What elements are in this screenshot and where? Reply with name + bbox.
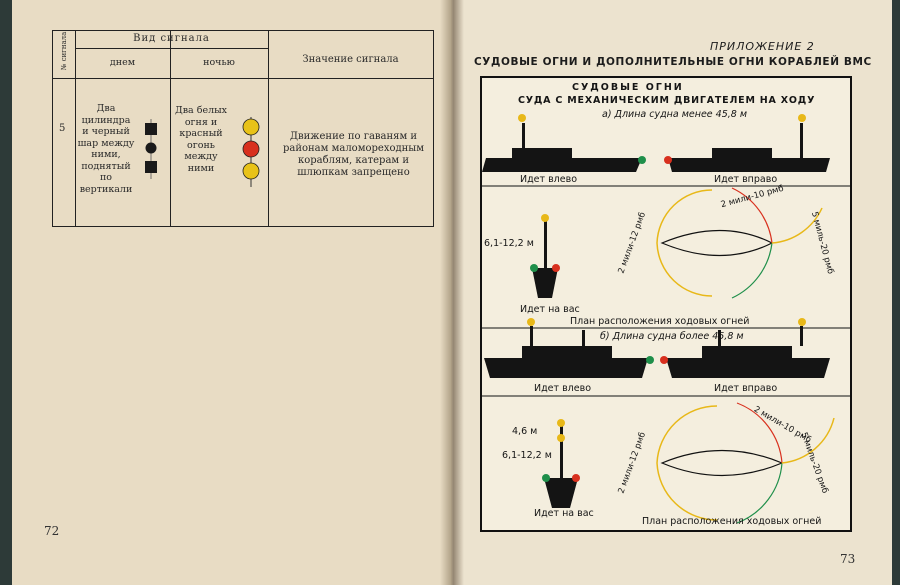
label-a-goes-left: Идет влево xyxy=(520,174,577,185)
arc-a-2mi-10: 2 мили-10 рмб xyxy=(719,183,785,211)
night-light-1 xyxy=(243,119,259,135)
header-signal-type: Вид сигнала xyxy=(133,33,210,44)
left-page-number: 72 xyxy=(44,524,60,538)
appendix-label: ПРИЛОЖЕНИЕ 2 xyxy=(710,40,815,53)
diagram-heading-1: СУДОВЫЕ ОГНИ xyxy=(572,82,684,93)
label-b-coming: Идет на вас xyxy=(534,508,594,519)
right-page-number: 73 xyxy=(840,552,856,566)
arc-b-2mi-12: 2 мили-12 рмб xyxy=(616,430,649,496)
height-b2-label: 6,1-12,2 м xyxy=(502,450,552,461)
signal-meaning-text: Движение по гаваням и районам маломореходным кораблям, катерам и шлюпкам запрещено xyxy=(282,131,425,178)
header-day: днем xyxy=(109,57,136,68)
ship-lights-diagram xyxy=(480,76,852,532)
night-light-3 xyxy=(243,163,259,179)
ship-headon-a xyxy=(530,214,560,298)
header-night: ночью xyxy=(203,57,235,68)
plan-b xyxy=(657,403,834,523)
ship-silhouette-b-right xyxy=(660,318,830,378)
section-b-label: б) Длина судна более 45,8 м xyxy=(600,331,744,342)
header-meaning: Значение сигнала xyxy=(302,54,399,65)
night-lights-icon xyxy=(238,117,264,187)
arc-a-5mi-20: 5 миль-20 рмб xyxy=(808,210,836,276)
ship-headon-b xyxy=(542,419,580,508)
book-gutter xyxy=(440,0,464,585)
arc-a-2mi-12: 2 мили-12 рмб xyxy=(616,210,649,276)
label-b-goes-left: Идет влево xyxy=(534,383,591,394)
night-signal-text: Два белых огня и красный огонь между ними xyxy=(174,105,228,174)
ship-silhouette-b-left xyxy=(484,318,654,378)
arc-b-2mi-10: 2 мили-10 рмб xyxy=(751,404,813,446)
signal-table xyxy=(52,30,434,227)
height-b1-label: 4,6 м xyxy=(512,426,538,437)
label-b-goes-right: Идет вправо xyxy=(714,383,778,394)
day-shapes-icon xyxy=(139,119,163,179)
diagram-heading-2: СУДА С МЕХАНИЧЕСКИМ ДВИГАТЕЛЕМ НА ХОДУ xyxy=(518,95,816,106)
header-signal-number: № сигнала xyxy=(60,31,68,71)
appendix-title: СУДОВЫЕ ОГНИ И ДОПОЛНИТЕЛЬНЫЕ ОГНИ КОРАБЛЕЙ ВМС xyxy=(474,56,872,68)
section-a-label: а) Длина судна менее 45,8 м xyxy=(602,109,748,120)
row-number: 5 xyxy=(59,123,66,134)
night-light-2 xyxy=(243,141,259,157)
label-a-goes-right: Идет вправо xyxy=(714,174,778,185)
ship-silhouette-a-right xyxy=(664,114,830,172)
day-signal-text: Два цилиндра и черный шар между ними, поднятый по вертикали xyxy=(77,103,135,195)
plan-a-caption: План расположения ходовых огней xyxy=(570,316,750,327)
ship-silhouette-a-left xyxy=(482,114,646,172)
arc-b-5mi-20: 5 миль-20 рмб xyxy=(798,431,830,495)
height-a-label: 6,1-12,2 м xyxy=(484,238,534,249)
plan-b-caption: План расположения ходовых огней xyxy=(642,516,822,527)
label-a-coming: Идет на вас xyxy=(520,304,580,315)
